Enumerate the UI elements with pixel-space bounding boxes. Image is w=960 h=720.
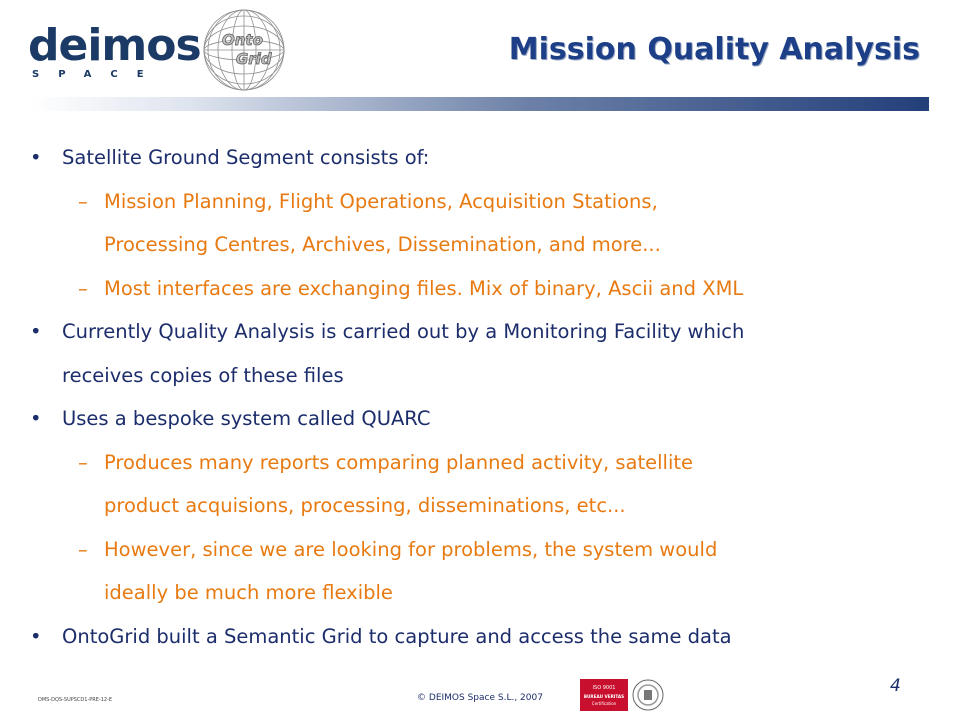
bullet-text: Uses a bespoke system called QUARC: [62, 407, 431, 430]
dash-marker: –: [78, 537, 88, 561]
sub-bullet-text: Most interfaces are exchanging files. Mix of binary, Ascii and XML: [104, 276, 744, 300]
bullet-marker: •: [30, 407, 42, 430]
ontogrid-globe-logo: [200, 6, 288, 94]
sub-bullet-text: Produces many reports comparing planned activity, satellite: [104, 450, 694, 474]
cert-bv-text: BUREAU VERITAS: [583, 694, 625, 699]
copyright-text: © DEIMOS Space S.L., 2007: [417, 693, 543, 703]
deimos-logo-word: deimos: [28, 20, 201, 71]
ontogrid-logo-line1: Onto: [222, 31, 263, 49]
page-number: 4: [890, 676, 901, 696]
deimos-logo-sub: SPACE: [32, 69, 163, 80]
bullet-text: OntoGrid built a Semantic Grid to capture and access the same data: [62, 624, 732, 648]
sub-bullet-text: Mission Planning, Flight Operations, Acquisition Stations,: [104, 189, 658, 213]
deimos-space-logo: [28, 20, 201, 80]
ontogrid-logo-line2: Grid: [236, 50, 272, 68]
bureau-veritas-certification-logo: [580, 677, 676, 713]
cert-iso-text: ISO 9001: [592, 685, 616, 691]
sub-bullet-text: product acquisions, processing, disseminations, etc...: [104, 494, 626, 517]
page-title: Mission Quality Analysis: [508, 32, 920, 67]
bullet-text: Satellite Ground Segment consists of:: [62, 146, 430, 169]
sub-bullet-text: Processing Centres, Archives, Dissemination, and more...: [104, 233, 661, 256]
bullet-marker: •: [30, 320, 42, 343]
dash-marker: –: [78, 450, 88, 474]
bullet-marker: •: [30, 624, 42, 648]
sub-bullet-text: ideally be much more flexible: [104, 581, 393, 604]
bullet-text: receives copies of these files: [62, 363, 344, 387]
document-code: DMS-DQS-SUPSCD1-PRE-12-E: [38, 697, 113, 703]
cert-cert-text: Certification: [591, 701, 617, 706]
dash-marker: –: [78, 276, 88, 300]
title-gradient-bar: [32, 97, 929, 111]
dash-marker: –: [78, 189, 88, 213]
bullet-marker: •: [30, 146, 42, 169]
bullet-text: Currently Quality Analysis is carried out by a Monitoring Facility which: [62, 320, 745, 343]
sub-bullet-text: However, since we are looking for problems, the system would: [104, 537, 718, 561]
